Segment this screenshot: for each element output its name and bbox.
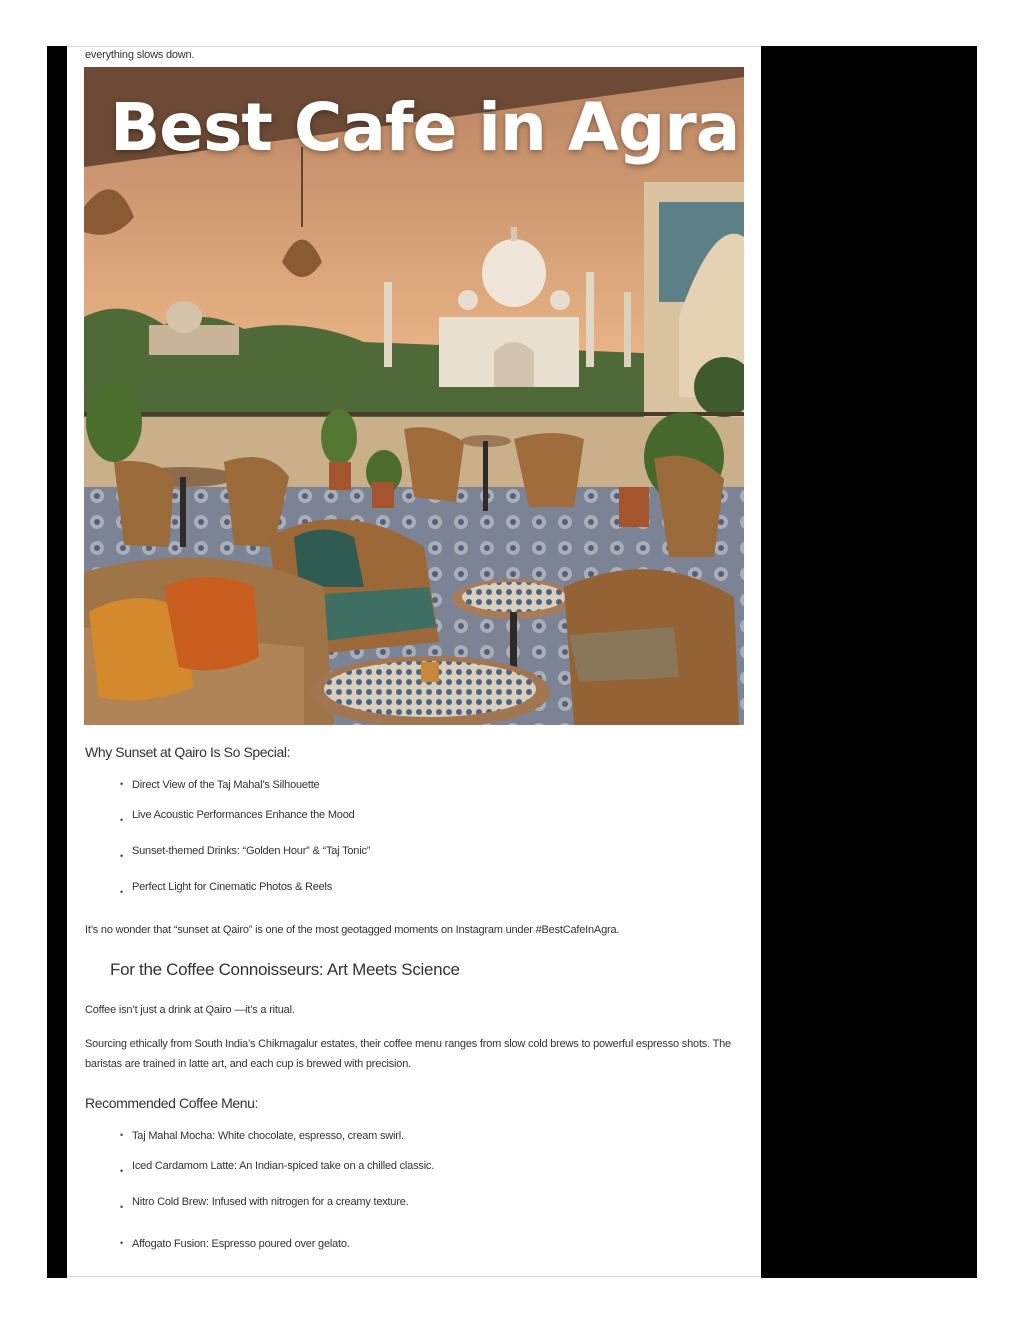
list-item: • Direct View of the Taj Mahal’s Silhouette: [120, 779, 320, 791]
coffee-heading: For the Coffee Connoisseurs: Art Meets Science: [110, 960, 460, 979]
bullet-icon: •: [120, 1238, 123, 1248]
sunset-closing: It’s no wonder that “sunset at Qairo” is one of the most geotagged moments on Instagram under #BestCafeInAgra.: [85, 924, 620, 936]
left-frame-bar: [47, 46, 67, 1278]
sunset-heading: Why Sunset at Qairo Is So Special:: [85, 744, 291, 760]
bullet-icon: •: [120, 779, 123, 789]
list-item: • Affogato Fusion: Espresso poured over gelato.: [120, 1238, 350, 1250]
bullet-icon: •: [120, 1166, 123, 1176]
list-item: • Nitro Cold Brew: Infused with nitrogen for a creamy texture.: [120, 1196, 409, 1212]
article-page: [67, 46, 761, 1277]
menu-heading: Recommended Coffee Menu:: [85, 1095, 259, 1111]
bullet-icon: •: [120, 815, 123, 825]
list-item: • Taj Mahal Mocha: White chocolate, espresso, cream swirl.: [120, 1130, 404, 1142]
list-item: • Live Acoustic Performances Enhance the Mood: [120, 809, 355, 825]
right-frame-bar: [761, 46, 977, 1278]
hero-image: [84, 67, 744, 725]
intro-fragment: everything slows down.: [85, 49, 195, 61]
bullet-icon: •: [120, 851, 123, 861]
coffee-intro: Coffee isn’t just a drink at Qairo —it’s a ritual.: [85, 1004, 295, 1016]
bullet-icon: •: [120, 1130, 123, 1140]
bullet-icon: •: [120, 1202, 123, 1212]
list-item: • Iced Cardamom Latte: An Indian-spiced take on a chilled classic.: [120, 1160, 435, 1176]
list-item: • Sunset-themed Drinks: “Golden Hour” & “Taj Tonic”: [120, 845, 371, 861]
hero-title: Best Cafe in Agra: [110, 89, 740, 166]
list-item: • Perfect Light for Cinematic Photos & Reels: [120, 881, 333, 897]
bullet-icon: •: [120, 887, 123, 897]
coffee-body: Sourcing ethically from South India’s Chikmagalur estates, their coffee menu ranges from slow cold brews to powerful espresso shots. The baristas are trained in latte art, and each cup is brewed with precision.: [85, 1038, 731, 1070]
